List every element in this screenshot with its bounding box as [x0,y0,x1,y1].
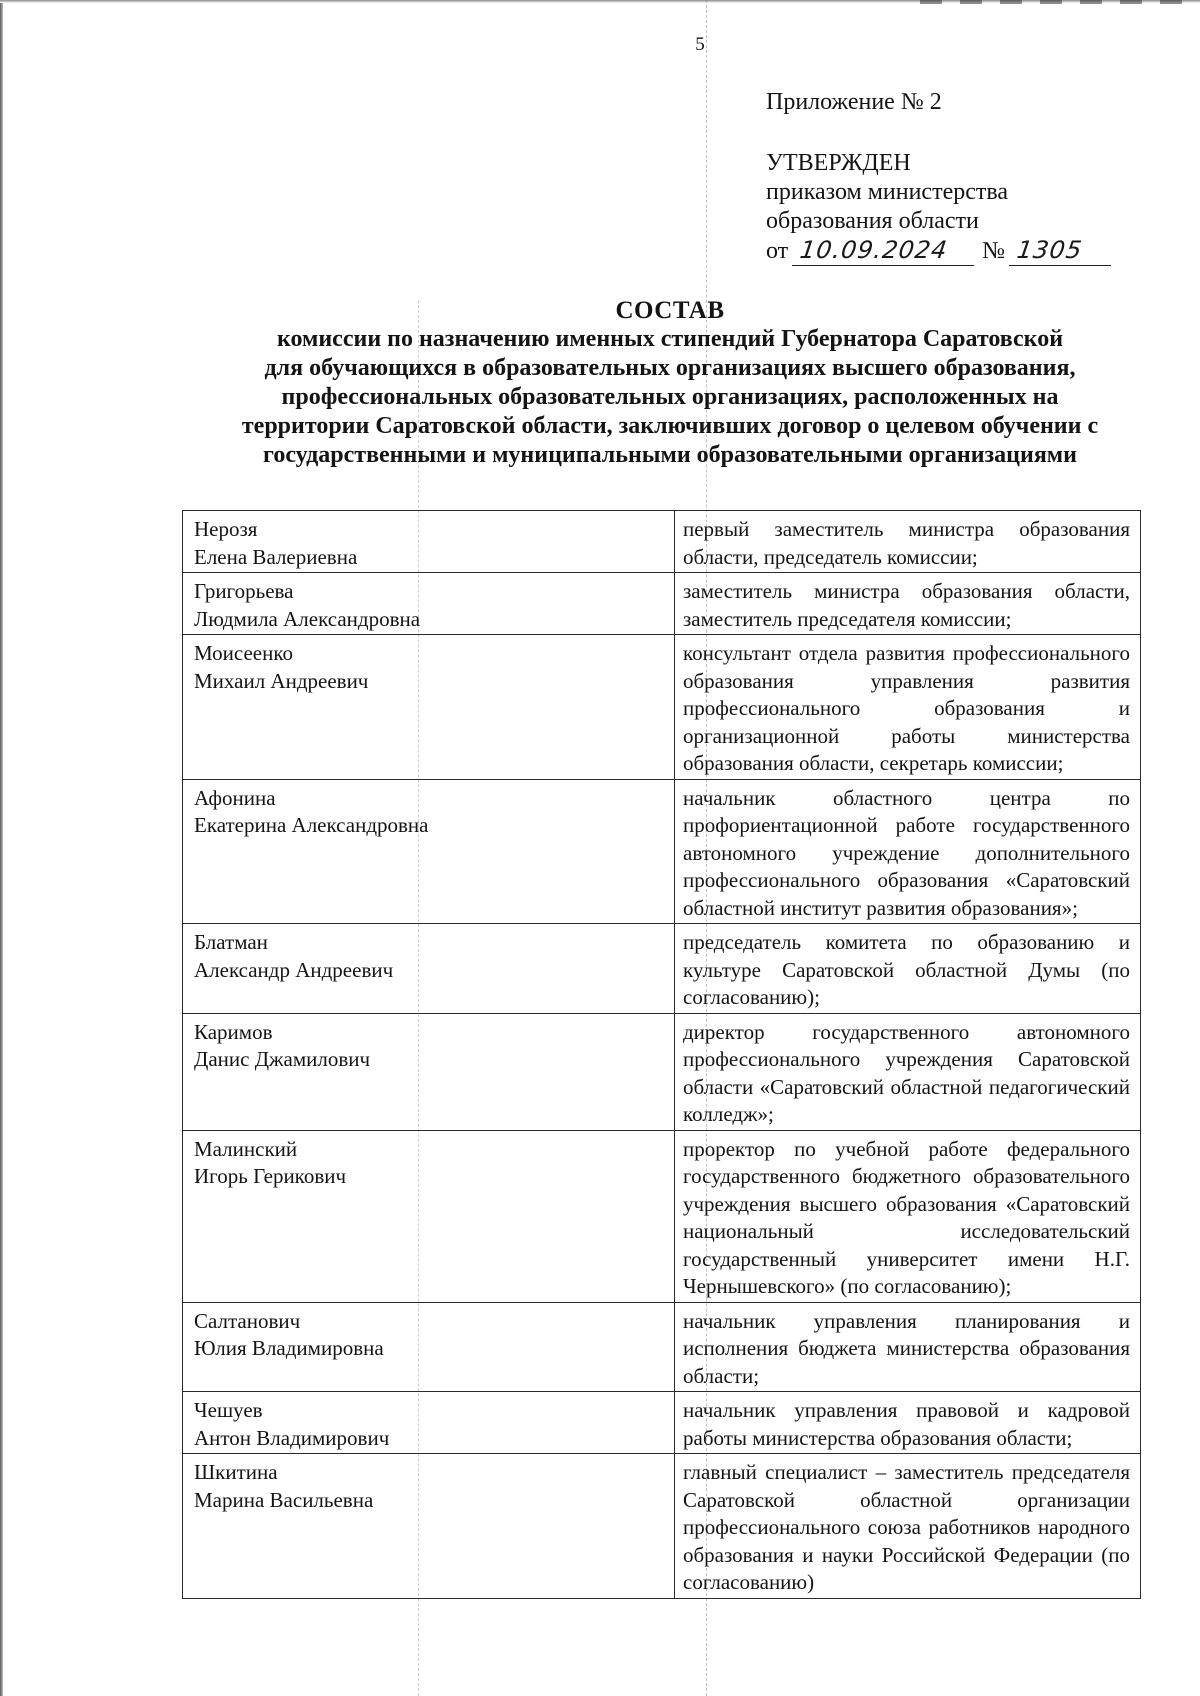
handwritten-number: 1305 [1009,236,1115,266]
scan-left-edge [0,0,3,1696]
member-name-cell [183,779,675,924]
commission-members-table [182,510,1141,1599]
member-surname: Блатман [194,930,268,954]
member-role: председатель комитета по образованию и культуре Саратовской областной Думы (по согласованию); [675,924,1141,1014]
table-row [183,635,1141,780]
order-line-2: образования области [766,208,979,234]
member-surname: Каримов [194,1019,273,1044]
title-heading: СОСТАВ [615,297,725,324]
member-role: начальник управления правовой и кадровой работы министерства образования области; [675,1392,1141,1454]
title-line-3: профессиональных образовательных организациях, расположенных на [281,384,1059,410]
document-title [190,296,1150,470]
member-given-name: Данис Джамилович [194,1047,371,1071]
scan-top-marks [920,0,1200,4]
table-row [183,924,1141,1014]
table-row [183,1013,1141,1130]
table-row [183,1130,1141,1302]
order-line-1: приказом министерства [766,179,1009,205]
member-role: консультант отдела развития профессионального образования управления развития профессионального образования и организационной работы министерства образования области, секретарь комиссии; [675,635,1141,780]
member-name-cell [183,1302,675,1392]
member-role: проректор по учебной работе федерального государственного бюджетного образовательного учреждения высшего образования «Саратовский национальный исследовательский государственный университет имени Н.Г. Чернышевского» (по согласованию); [675,1130,1141,1302]
table-row [183,1302,1141,1392]
member-given-name: Антон Владимирович [194,1425,390,1450]
title-line-1: комиссии по назначению именных стипендий Губернатора Саратовской [276,326,1064,352]
approved-label: УТВЕРЖДЕН [766,150,911,176]
member-surname: Салтанович [194,1308,301,1333]
member-role: заместитель министра образования области, заместитель председателя комиссии; [675,573,1141,635]
member-given-name: Марина Васильевна [194,1487,374,1512]
table-row [183,511,1141,573]
member-given-name: Александр Андреевич [194,957,394,982]
member-name-cell [183,1130,675,1302]
member-name-cell [183,635,675,780]
table-row [183,779,1141,924]
table-row [183,573,1141,635]
appendix-label: Приложение № 2 [766,89,942,115]
member-given-name: Игорь Герикович [194,1164,347,1188]
member-role: первый заместитель министра образования области, председатель комиссии; [675,511,1141,573]
member-surname: Моисеенко [194,641,293,665]
date-prefix: от [766,238,789,264]
member-surname: Чешуев [194,1398,263,1422]
member-surname: Афонина [194,785,276,810]
member-given-name: Елена Валериевна [194,544,358,569]
member-surname: Нерозя [194,517,258,541]
table-row [183,1454,1141,1599]
page-number: 5 [695,34,705,55]
member-name-cell [183,1392,675,1454]
member-name-cell [183,924,675,1014]
title-line-2: для обучающихся в образовательных организациях высшего образования, [264,355,1076,381]
member-surname: Григорьева [194,579,294,603]
member-given-name: Людмила Александровна [194,606,421,631]
member-given-name: Екатерина Александровна [194,813,429,837]
member-role: начальник управления планирования и исполнения бюджета министерства образования области; [675,1302,1141,1392]
member-given-name: Юлия Владимировна [194,1336,384,1360]
member-role: директор государственного автономного профессионального учреждения Саратовской области «Саратовский областной педагогический колледж»; [675,1013,1141,1130]
member-name-cell [183,573,675,635]
title-line-5: государственными и муниципальными образовательными организациями [263,442,1077,468]
member-surname: Шкитина [194,1460,278,1484]
table-row [183,1392,1141,1454]
member-name-cell [183,1454,675,1599]
approval-block [766,88,1146,266]
member-name-cell [183,511,675,573]
member-name-cell [183,1013,675,1130]
title-line-4: территории Саратовской области, заключивших договор о целевом обучении с [241,413,1099,439]
order-date-number-line [766,236,1146,266]
number-prefix: № [982,238,1006,264]
member-role: главный специалист – заместитель председателя Саратовской областной организации профессионального союза работников народного образования и науки Российской Федерации (по согласованию) [675,1454,1141,1599]
member-role: начальник областного центра по профориентационной работе государственного автономного учреждение дополнительного профессионального образования «Саратовский областной институт развития образования»; [675,779,1141,924]
handwritten-date: 10.09.2024 [792,236,978,266]
member-surname: Малинский [194,1136,298,1161]
member-given-name: Михаил Андреевич [194,668,369,693]
